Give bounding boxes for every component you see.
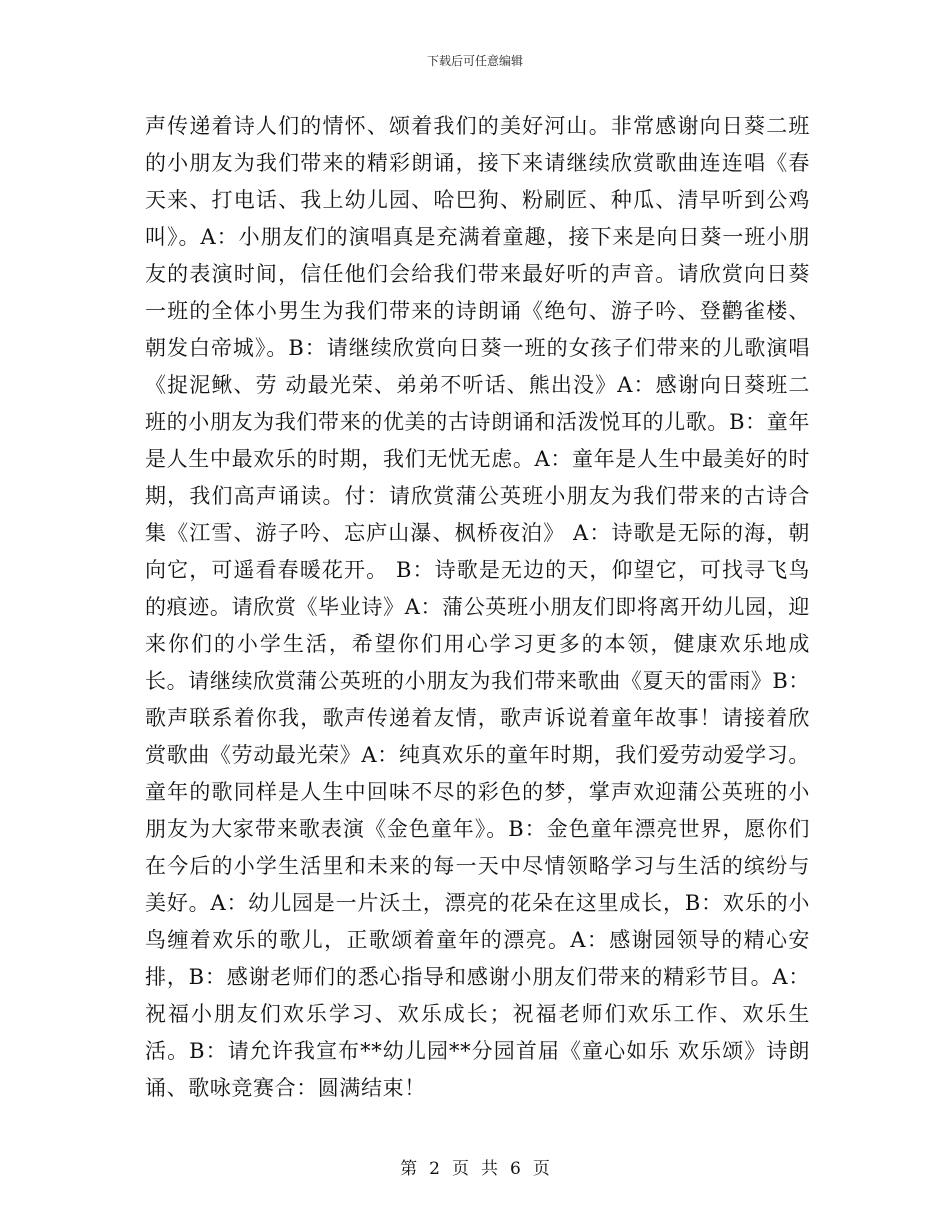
footer-label-di: 第 [400,1159,418,1179]
footer-label-gong: 共 [481,1159,498,1179]
body-paragraph: 声传递着诗人们的情怀、颂着我们的美好河山。非常感谢向日葵二班的小朋友为我们带来的精彩朗诵，接下来请继续欣赏歌曲连连唱《春天来、打电话、我上幼儿园、哈巴狗、粉刷匠、种瓜、清早听到公鸡叫》。A：小朋友们的演唱真是充满着童趣，接下来是向日葵一班小朋友的表演时间，信任他们会给我们带来最好听的声音。请欣赏向日葵一班的全体小男生为我们带来的诗朗诵《绝句、游子吟、登鹳雀楼、朝发白帝城》。B：请继续欣赏向日葵一班的女孩子们带来的儿歌演唱《捉泥鳅、劳 动最光荣、弟弟不听话、熊出没》A：感谢向日葵班二班的小朋友为我们带来的优美的古诗朗诵和活泼悦耳的儿歌。B：童年是人生中最欢乐的时期，我们无忧无虑。A：童年是人生中最美好的时期，我们高声诵读。付：请欣赏蒲公英班小朋友为我们带来的古诗合集《江雪、游子吟、忘庐山瀑、枫桥夜泊》 A：诗歌是无际的海，朝向它，可遥看春暖花开。 B：诗歌是无边的天，仰望它，可找寻飞鸟的痕迹。请欣赏《毕业诗》A：蒲公英班小朋友们即将离开幼儿园，迎来你们的小学生活，希望你们用心学习更多的本领，健康欢乐地成长。请继续欣赏蒲公英班的小朋友为我们带来歌曲《夏天的雷雨》B：歌声联系着你我，歌声传递着友情，歌声诉说着童年故事！请接着欣赏歌曲《劳动最光荣》A：纯真欢乐的童年时期，我们爱劳动爱学习。童年的歌同样是人生中回味不尽的彩色的梦，掌声欢迎蒲公英班的小朋友为大家带来歌表演《金色童年》。B：金色童年漂亮世界，愿你们在今后的小学生活里和未来的每一天中尽情领略学习与生活的缤纷与美好。A：幼儿园是一片沃土，漂亮的花朵在这里成长，B：欢乐的小鸟缠着欢乐的歌儿，正歌颂着童年的漂亮。A：感谢园领导的精心安排，B：感谢老师们的悉心指导和感谢小朋友们带来的精彩节目。A：祝福小朋友们欢乐学习、欢乐成长；祝福老师们欢乐工作、欢乐生活。B：请允许我宣布**幼儿园**分园首届《童心如乐 欢乐颂》诗朗诵、歌咏竞赛合：圆满结束！ [145,114,810,1100]
page-footer [0,1154,950,1179]
footer-total-pages: 6 [510,1159,521,1179]
footer-label-ye: 页 [452,1159,469,1179]
page-header-note: 下载后可任意编辑 [426,54,523,68]
footer-label-ye2: 页 [532,1159,550,1179]
footer-current-page: 2 [429,1159,440,1179]
